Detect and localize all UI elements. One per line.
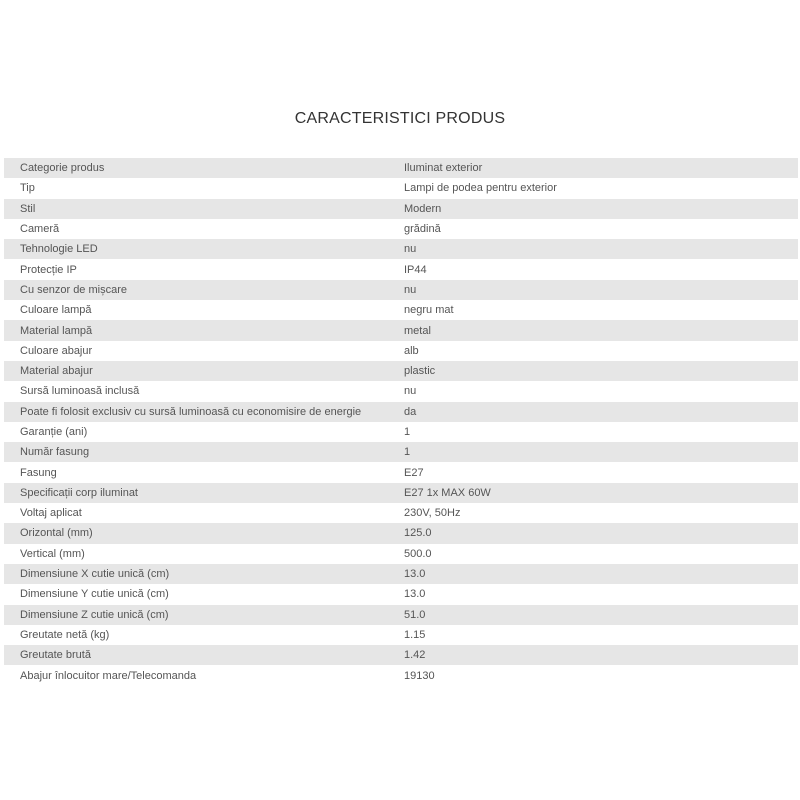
spec-value: 13.0: [404, 564, 798, 584]
spec-label: Dimensiune Y cutie unică (cm): [4, 584, 404, 604]
table-row: [4, 625, 798, 645]
table-row: [4, 158, 798, 178]
spec-label: Protecție IP: [4, 259, 404, 279]
spec-value: Modern: [404, 199, 798, 219]
table-row: [4, 341, 798, 361]
spec-value: 1: [404, 442, 798, 462]
table-row: [4, 665, 798, 685]
spec-value: nu: [404, 280, 798, 300]
table-row: [4, 523, 798, 543]
spec-label: Vertical (mm): [4, 544, 404, 564]
spec-label: Tehnologie LED: [4, 239, 404, 259]
spec-value: grădină: [404, 219, 798, 239]
spec-value: 13.0: [404, 584, 798, 604]
table-row: [4, 402, 798, 422]
table-row: [4, 300, 798, 320]
table-row: [4, 584, 798, 604]
spec-label: Cu senzor de mișcare: [4, 280, 404, 300]
spec-label: Garanție (ani): [4, 422, 404, 442]
spec-value: da: [404, 402, 798, 422]
spec-value: nu: [404, 239, 798, 259]
spec-label: Dimensiune Z cutie unică (cm): [4, 605, 404, 625]
spec-value: Iluminat exterior: [404, 158, 798, 178]
spec-label: Cameră: [4, 219, 404, 239]
spec-value: E27: [404, 462, 798, 482]
spec-value: alb: [404, 341, 798, 361]
spec-label: Număr fasung: [4, 442, 404, 462]
spec-label: Poate fi folosit exclusiv cu sursă luminoasă cu economisire de energie: [4, 402, 404, 422]
spec-label: Fasung: [4, 462, 404, 482]
spec-label: Greutate netă (kg): [4, 625, 404, 645]
table-row: [4, 564, 798, 584]
spec-value: 1.42: [404, 645, 798, 665]
spec-label: Voltaj aplicat: [4, 503, 404, 523]
spec-value: negru mat: [404, 300, 798, 320]
specs-table-body: [4, 158, 798, 686]
table-row: [4, 239, 798, 259]
table-row: [4, 605, 798, 625]
spec-label: Categorie produs: [4, 158, 404, 178]
spec-label: Abajur înlocuitor mare/Telecomanda: [4, 665, 404, 685]
spec-label: Dimensiune X cutie unică (cm): [4, 564, 404, 584]
spec-value: IP44: [404, 259, 798, 279]
spec-value: 1: [404, 422, 798, 442]
table-row: [4, 178, 798, 198]
spec-label: Material abajur: [4, 361, 404, 381]
spec-label: Greutate brută: [4, 645, 404, 665]
table-row: [4, 199, 798, 219]
table-row: [4, 280, 798, 300]
spec-value: 51.0: [404, 605, 798, 625]
spec-value: plastic: [404, 361, 798, 381]
table-row: [4, 442, 798, 462]
spec-label: Culoare lampă: [4, 300, 404, 320]
table-row: [4, 219, 798, 239]
spec-value: E27 1x MAX 60W: [404, 483, 798, 503]
spec-label: Culoare abajur: [4, 341, 404, 361]
spec-label: Material lampă: [4, 320, 404, 340]
spec-value: metal: [404, 320, 798, 340]
table-row: [4, 361, 798, 381]
spec-value: Lampi de podea pentru exterior: [404, 178, 798, 198]
specs-table: [4, 158, 798, 686]
table-row: [4, 645, 798, 665]
table-row: [4, 483, 798, 503]
spec-label: Specificații corp iluminat: [4, 483, 404, 503]
table-row: [4, 544, 798, 564]
spec-label: Stil: [4, 199, 404, 219]
spec-label: Orizontal (mm): [4, 523, 404, 543]
table-row: [4, 320, 798, 340]
spec-label: Tip: [4, 178, 404, 198]
spec-value: 500.0: [404, 544, 798, 564]
spec-label: Sursă luminoasă inclusă: [4, 381, 404, 401]
spec-value: 230V, 50Hz: [404, 503, 798, 523]
spec-value: 19130: [404, 665, 798, 685]
table-row: [4, 422, 798, 442]
spec-value: nu: [404, 381, 798, 401]
spec-value: 125.0: [404, 523, 798, 543]
spec-value: 1.15: [404, 625, 798, 645]
table-row: [4, 259, 798, 279]
table-row: [4, 503, 798, 523]
table-row: [4, 462, 798, 482]
table-row: [4, 381, 798, 401]
page-title: CARACTERISTICI PRODUS: [294, 110, 506, 127]
